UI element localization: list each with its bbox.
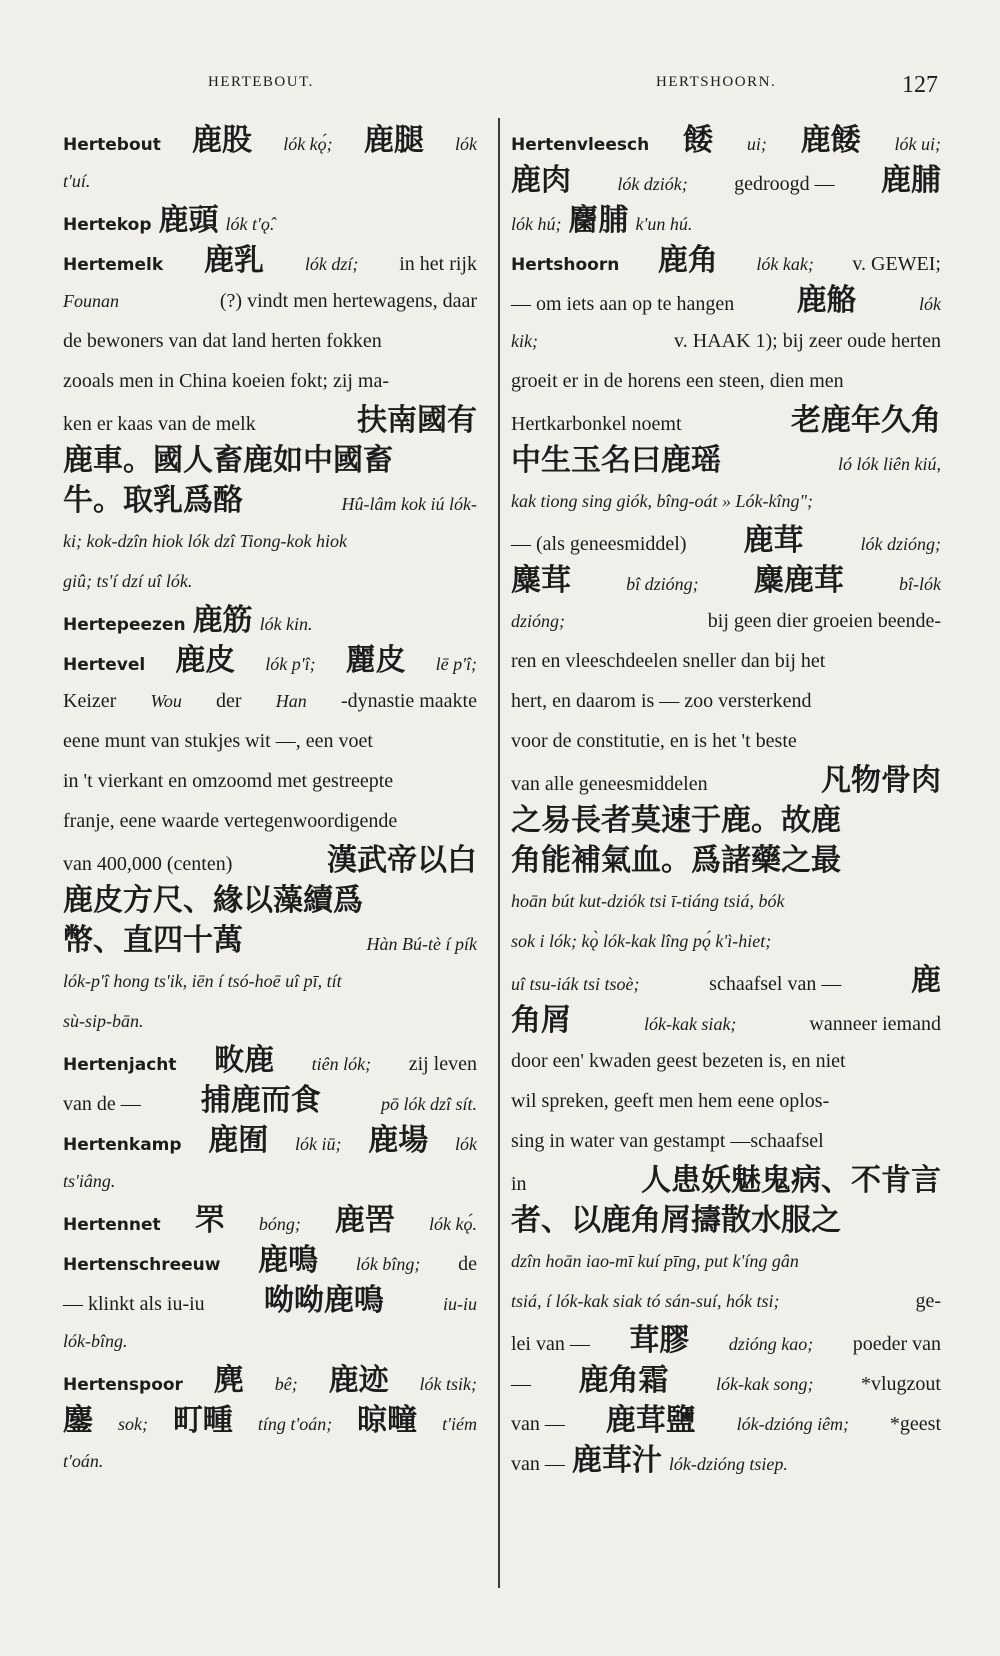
romanization: lók bîng; bbox=[355, 1254, 421, 1274]
headword: Hertenkamp bbox=[63, 1135, 182, 1155]
text-line bbox=[63, 281, 477, 321]
romanization: Hàn Bú-tè í pík bbox=[366, 934, 477, 954]
romanization: lók bbox=[455, 1134, 477, 1154]
text-line bbox=[511, 561, 941, 601]
dutch-text: lei van — bbox=[511, 1333, 590, 1355]
romanization: Wou bbox=[150, 691, 182, 711]
text-line bbox=[63, 1041, 477, 1081]
chinese-characters: 餧 bbox=[683, 123, 713, 158]
dutch-text: in bbox=[511, 1173, 527, 1195]
dutch-text: -dynastie maakte bbox=[340, 690, 477, 712]
romanization: lē p'î; bbox=[435, 654, 477, 674]
chinese-characters: 鹿罟 bbox=[334, 1203, 395, 1238]
text-line bbox=[511, 241, 941, 281]
chinese-characters: 鹿茸汁 bbox=[571, 1443, 662, 1478]
romanization: giû; ts'í dzí uî lók. bbox=[63, 571, 193, 591]
chinese-characters: 麂 bbox=[213, 1363, 244, 1398]
chinese-characters: 凡物骨肉 bbox=[821, 763, 941, 798]
dutch-text: — om iets aan op te hangen bbox=[511, 293, 735, 315]
chinese-characters: 麋鹿茸 bbox=[753, 563, 844, 598]
romanization: Han bbox=[275, 691, 307, 711]
chinese-characters: 鹿囿 bbox=[208, 1123, 269, 1158]
chinese-characters: 鹿腿 bbox=[363, 123, 424, 158]
chinese-characters: 角能補氣血。爲諸藥之最 bbox=[511, 843, 841, 878]
romanization: lók ui; bbox=[894, 134, 941, 154]
romanization: lók bbox=[919, 294, 941, 314]
romanization: lók kǫ́. bbox=[428, 1214, 477, 1234]
text-line bbox=[511, 1001, 941, 1041]
romanization: bî dzióng; bbox=[626, 574, 699, 594]
romanization: pō lók dzî sít. bbox=[380, 1094, 477, 1114]
dutch-text: wil spreken, geeft men hem eene oplos- bbox=[511, 1090, 830, 1112]
romanization: lók p'î; bbox=[265, 654, 316, 674]
chinese-characters: 鹿觡 bbox=[796, 283, 857, 318]
chinese-characters: 鹿茸鹽 bbox=[605, 1403, 696, 1438]
headword: Hertebout bbox=[63, 135, 161, 155]
romanization: k'un hú. bbox=[635, 214, 693, 234]
romanization: ló lók liên kiú, bbox=[838, 454, 941, 474]
chinese-characters: 角屑 bbox=[511, 1003, 571, 1038]
chinese-characters: 鏖 bbox=[63, 1403, 93, 1438]
dutch-text: franje, eene waarde vertegenwoordigende bbox=[63, 810, 398, 832]
dutch-text: voor de constitutie, en is het 't beste bbox=[511, 730, 797, 752]
text-line bbox=[511, 1121, 941, 1161]
romanization: t'oán. bbox=[63, 1451, 104, 1471]
chinese-characters: 鹿頭 bbox=[158, 203, 219, 238]
chinese-characters: 町畽 bbox=[172, 1403, 233, 1438]
chinese-characters: 鹿車。國人畜鹿如中國畜 bbox=[63, 443, 393, 478]
romanization: bê; bbox=[274, 1374, 298, 1394]
dutch-text: in 't vierkant en omzoomd met gestreepte bbox=[63, 770, 394, 792]
chinese-characters: 晾疃 bbox=[357, 1403, 418, 1438]
romanization: lók t'ǫ̂. bbox=[225, 214, 275, 234]
text-line bbox=[63, 1161, 477, 1201]
text-line bbox=[511, 321, 941, 361]
right-column bbox=[511, 121, 941, 1481]
chinese-characters: 幣、直四十萬 bbox=[63, 923, 243, 958]
text-line bbox=[63, 161, 477, 201]
dutch-text: van — bbox=[511, 1413, 565, 1435]
romanization: lók-kak song; bbox=[716, 1374, 814, 1394]
romanization: iu-iu bbox=[442, 1294, 477, 1314]
chinese-characters: 之易長者莫速于鹿。故鹿 bbox=[511, 803, 841, 838]
chinese-characters: 牛。取乳爲酪 bbox=[63, 483, 243, 518]
romanization: lók kǫ́; bbox=[283, 134, 333, 154]
text-line bbox=[63, 881, 477, 921]
romanization: ki; kok-dzîn hiok lók dzî Tiong-kok hiok bbox=[63, 531, 347, 551]
text-line bbox=[511, 961, 941, 1001]
dutch-text: bij geen dier groeien beende- bbox=[707, 610, 941, 632]
dutch-text: in het rijk bbox=[399, 253, 477, 275]
page-number: 127 bbox=[902, 72, 938, 98]
romanization: lók dzí; bbox=[304, 254, 359, 274]
dutch-text: van alle geneesmiddelen bbox=[511, 773, 708, 795]
text-line bbox=[511, 681, 941, 721]
text-line bbox=[511, 401, 941, 441]
romanization: lók tsik; bbox=[419, 1374, 477, 1394]
text-line bbox=[63, 921, 477, 961]
text-line bbox=[63, 241, 477, 281]
headword: Hertennet bbox=[63, 1215, 161, 1235]
text-line bbox=[63, 1281, 477, 1321]
text-line bbox=[511, 1441, 941, 1481]
romanization: t'uí. bbox=[63, 171, 91, 191]
romanization: tiên lók; bbox=[311, 1054, 372, 1074]
dutch-text: *vlugzout bbox=[860, 1373, 941, 1395]
dutch-text: — klinkt als iu-iu bbox=[63, 1293, 205, 1315]
text-line bbox=[511, 801, 941, 841]
text-line bbox=[63, 721, 477, 761]
text-line bbox=[63, 1081, 477, 1121]
chinese-characters: 者、以鹿角屑擣散水服之 bbox=[511, 1203, 841, 1238]
text-line bbox=[63, 1321, 477, 1361]
text-line bbox=[511, 1201, 941, 1241]
romanization: ts'iâng. bbox=[63, 1171, 116, 1191]
chinese-characters: 鹿角霜 bbox=[578, 1363, 669, 1398]
dutch-text: v. HAAK 1); bij zeer oude herten bbox=[674, 330, 941, 352]
romanization: tíng t'oán; bbox=[257, 1414, 333, 1434]
chinese-characters: 罘 bbox=[194, 1203, 225, 1238]
dutch-text: hert, en daarom is — zoo versterkend bbox=[511, 690, 812, 712]
headword: Hertenspoor bbox=[63, 1375, 183, 1395]
dutch-text: zij leven bbox=[408, 1053, 477, 1075]
text-line bbox=[63, 961, 477, 1001]
chinese-characters: 鹿乳 bbox=[204, 243, 265, 278]
text-line bbox=[511, 1081, 941, 1121]
text-line bbox=[511, 1401, 941, 1441]
romanization: bî-lók bbox=[898, 574, 941, 594]
romanization: t'iém bbox=[442, 1414, 477, 1434]
romanization: lók dzióng; bbox=[860, 534, 941, 554]
text-line bbox=[511, 1161, 941, 1201]
dutch-text: wanneer iemand bbox=[809, 1013, 941, 1035]
text-line bbox=[511, 201, 941, 241]
headword: Hertenvleesch bbox=[511, 135, 650, 155]
chinese-characters: 鹿鳴 bbox=[258, 1243, 319, 1278]
romanization: dzióng; bbox=[511, 611, 565, 631]
text-line bbox=[511, 761, 941, 801]
dutch-text: groeit er in de horens een steen, dien men bbox=[511, 370, 844, 392]
text-line bbox=[63, 1121, 477, 1161]
text-line bbox=[63, 1241, 477, 1281]
text-line bbox=[63, 1361, 477, 1401]
romanization: kik; bbox=[511, 331, 538, 351]
headword: Hertenschreeuw bbox=[63, 1255, 221, 1275]
running-head-left: HERTEBOUT. bbox=[208, 74, 314, 90]
chinese-characters: 老鹿年久角 bbox=[791, 403, 941, 438]
text-line bbox=[511, 721, 941, 761]
romanization: kak tiong sing giók, bîng-oát » Lók-kîng"; bbox=[511, 491, 814, 511]
chinese-characters: 麋茸 bbox=[511, 563, 571, 598]
text-line bbox=[511, 161, 941, 201]
text-line bbox=[511, 1041, 941, 1081]
dutch-text: schaafsel van — bbox=[709, 973, 842, 995]
text-line bbox=[63, 201, 477, 241]
dutch-text: van — bbox=[511, 1453, 565, 1475]
dutch-text: ren en vleeschdeelen sneller dan bij het bbox=[511, 650, 826, 672]
text-line bbox=[63, 441, 477, 481]
dutch-text: de bbox=[458, 1253, 477, 1275]
dutch-text: zooals men in China koeien fokt; zij ma- bbox=[63, 370, 390, 392]
text-line bbox=[63, 641, 477, 681]
dutch-text: — (als geneesmiddel) bbox=[511, 533, 687, 555]
text-line bbox=[511, 921, 941, 961]
romanization: ui; bbox=[746, 134, 767, 154]
text-line bbox=[511, 641, 941, 681]
chinese-characters: 鹿皮方尺、緣以藻續爲 bbox=[63, 883, 363, 918]
text-line bbox=[511, 361, 941, 401]
text-line bbox=[63, 1401, 477, 1441]
romanization: uî tsu-iák tsi tsoè; bbox=[511, 974, 640, 994]
romanization: lók hú; bbox=[511, 214, 562, 234]
text-line bbox=[511, 1321, 941, 1361]
text-line bbox=[511, 1361, 941, 1401]
romanization: bóng; bbox=[258, 1214, 301, 1234]
text-line bbox=[63, 601, 477, 641]
dutch-text: v. GEWEI; bbox=[852, 253, 941, 275]
chinese-characters: 中生玉名曰鹿瑶 bbox=[511, 443, 721, 478]
romanization: lók bbox=[454, 134, 477, 154]
romanization: Founan bbox=[63, 291, 119, 311]
headword: Hertenjacht bbox=[63, 1055, 177, 1075]
text-line bbox=[63, 401, 477, 441]
romanization: dzióng kao; bbox=[728, 1334, 814, 1354]
text-line bbox=[511, 841, 941, 881]
text-line bbox=[511, 881, 941, 921]
chinese-characters: 鹿股 bbox=[192, 123, 253, 158]
text-line bbox=[511, 1281, 941, 1321]
romanization: lók kak; bbox=[756, 254, 814, 274]
romanization: lók-dzióng tsiep. bbox=[668, 1454, 788, 1474]
chinese-characters: 扶南國有 bbox=[357, 403, 477, 438]
romanization: hoān bút kut-dziók tsi ī-tiáng tsiá, bók bbox=[511, 891, 785, 911]
romanization: lók dziók; bbox=[617, 174, 688, 194]
text-line bbox=[511, 121, 941, 161]
chinese-characters: 鹿 bbox=[910, 963, 941, 998]
text-line bbox=[63, 1441, 477, 1481]
chinese-characters: 麗皮 bbox=[345, 643, 406, 678]
chinese-characters: 漢武帝以白 bbox=[327, 843, 477, 878]
text-line bbox=[511, 481, 941, 521]
dutch-text: gedroogd — bbox=[734, 173, 835, 195]
text-line bbox=[511, 1241, 941, 1281]
text-line bbox=[511, 521, 941, 561]
chinese-characters: 鹿脯 bbox=[880, 163, 941, 198]
text-line bbox=[63, 561, 477, 601]
dutch-text: Hertkarbonkel noemt bbox=[511, 413, 682, 435]
text-line bbox=[63, 681, 477, 721]
dutch-text: sing in water van gestampt —schaafsel bbox=[511, 1130, 824, 1152]
left-column bbox=[63, 121, 477, 1481]
romanization: dzîn hoān iao-mī kuí pīng, put k'íng gân bbox=[511, 1251, 799, 1271]
romanization: lók-bîng. bbox=[63, 1331, 128, 1351]
running-head-right: HERTSHOORN. bbox=[656, 74, 777, 90]
chinese-characters: 鹿筋 bbox=[192, 603, 253, 638]
dutch-text: door een' kwaden geest bezeten is, en niet bbox=[511, 1050, 846, 1072]
dutch-text: de bewoners van dat land herten fokken bbox=[63, 330, 382, 352]
text-line bbox=[511, 281, 941, 321]
dutch-text: *geest bbox=[889, 1413, 941, 1435]
chinese-characters: 茸膠 bbox=[629, 1323, 690, 1358]
dutch-text: eene munt van stukjes wit —, een voet bbox=[63, 730, 373, 752]
text-line bbox=[63, 361, 477, 401]
chinese-characters: 麕脯 bbox=[568, 203, 629, 238]
chinese-characters: 鹿皮 bbox=[175, 643, 236, 678]
headword: Hertemelk bbox=[63, 255, 164, 275]
chinese-characters: 人患妖魅鬼病、不肯言 bbox=[641, 1163, 941, 1198]
text-line bbox=[63, 1201, 477, 1241]
romanization: sok; bbox=[117, 1414, 148, 1434]
chinese-characters: 鹿茸 bbox=[743, 523, 804, 558]
chinese-characters: 鹿角 bbox=[657, 243, 718, 278]
chinese-characters: 鹿場 bbox=[368, 1123, 429, 1158]
dutch-text: poeder van bbox=[852, 1333, 941, 1355]
romanization: lók-p'î hong ts'ik, iēn í tsó-hoē uî pī, tít bbox=[63, 971, 342, 991]
romanization: lók-kak siak; bbox=[643, 1014, 737, 1034]
headword: Hertevel bbox=[63, 655, 146, 675]
text-line bbox=[63, 841, 477, 881]
dutch-text: van de — bbox=[63, 1093, 141, 1115]
chinese-characters: 畋鹿 bbox=[214, 1043, 275, 1078]
text-line bbox=[63, 321, 477, 361]
chinese-characters: 呦呦鹿鳴 bbox=[263, 1283, 384, 1318]
romanization: sok i lók; kǫ̀ lók-kak lîng pǫ́ k'ì-hiet; bbox=[511, 931, 772, 951]
headword: Hertekop bbox=[63, 215, 152, 235]
romanization: sù-sip-bān. bbox=[63, 1011, 144, 1031]
chinese-characters: 捕鹿而食 bbox=[200, 1083, 321, 1118]
dutch-text: Keizer bbox=[63, 690, 117, 712]
headword: Hertepeezen bbox=[63, 615, 186, 635]
chinese-characters: 鹿餧 bbox=[800, 123, 861, 158]
text-line bbox=[63, 481, 477, 521]
text-line bbox=[63, 801, 477, 841]
text-line bbox=[63, 761, 477, 801]
text-line bbox=[511, 601, 941, 641]
chinese-characters: 鹿迹 bbox=[328, 1363, 389, 1398]
text-line bbox=[511, 441, 941, 481]
dutch-text: van 400,000 (centen) bbox=[63, 853, 233, 875]
dutch-text: der bbox=[216, 690, 242, 712]
romanization: Hû-lâm kok iú lók- bbox=[341, 494, 477, 514]
text-line bbox=[63, 1001, 477, 1041]
dutch-text: ge- bbox=[915, 1290, 941, 1312]
romanization: lók kin. bbox=[259, 614, 313, 634]
romanization: lók iū; bbox=[295, 1134, 342, 1154]
headword: Hertshoorn bbox=[511, 255, 620, 275]
column-rule bbox=[498, 118, 500, 1588]
dutch-text: ken er kaas van de melk bbox=[63, 413, 256, 435]
chinese-characters: 鹿肉 bbox=[511, 163, 571, 198]
text-line bbox=[63, 521, 477, 561]
dutch-text: (?) vindt men hertewagens, daar bbox=[219, 290, 477, 312]
dutch-text: — bbox=[511, 1373, 531, 1395]
text-line bbox=[63, 121, 477, 161]
romanization: lók-dzióng iêm; bbox=[736, 1414, 850, 1434]
romanization: tsiá, í lók-kak siak tó sán-suí, hók tsi; bbox=[511, 1291, 780, 1311]
